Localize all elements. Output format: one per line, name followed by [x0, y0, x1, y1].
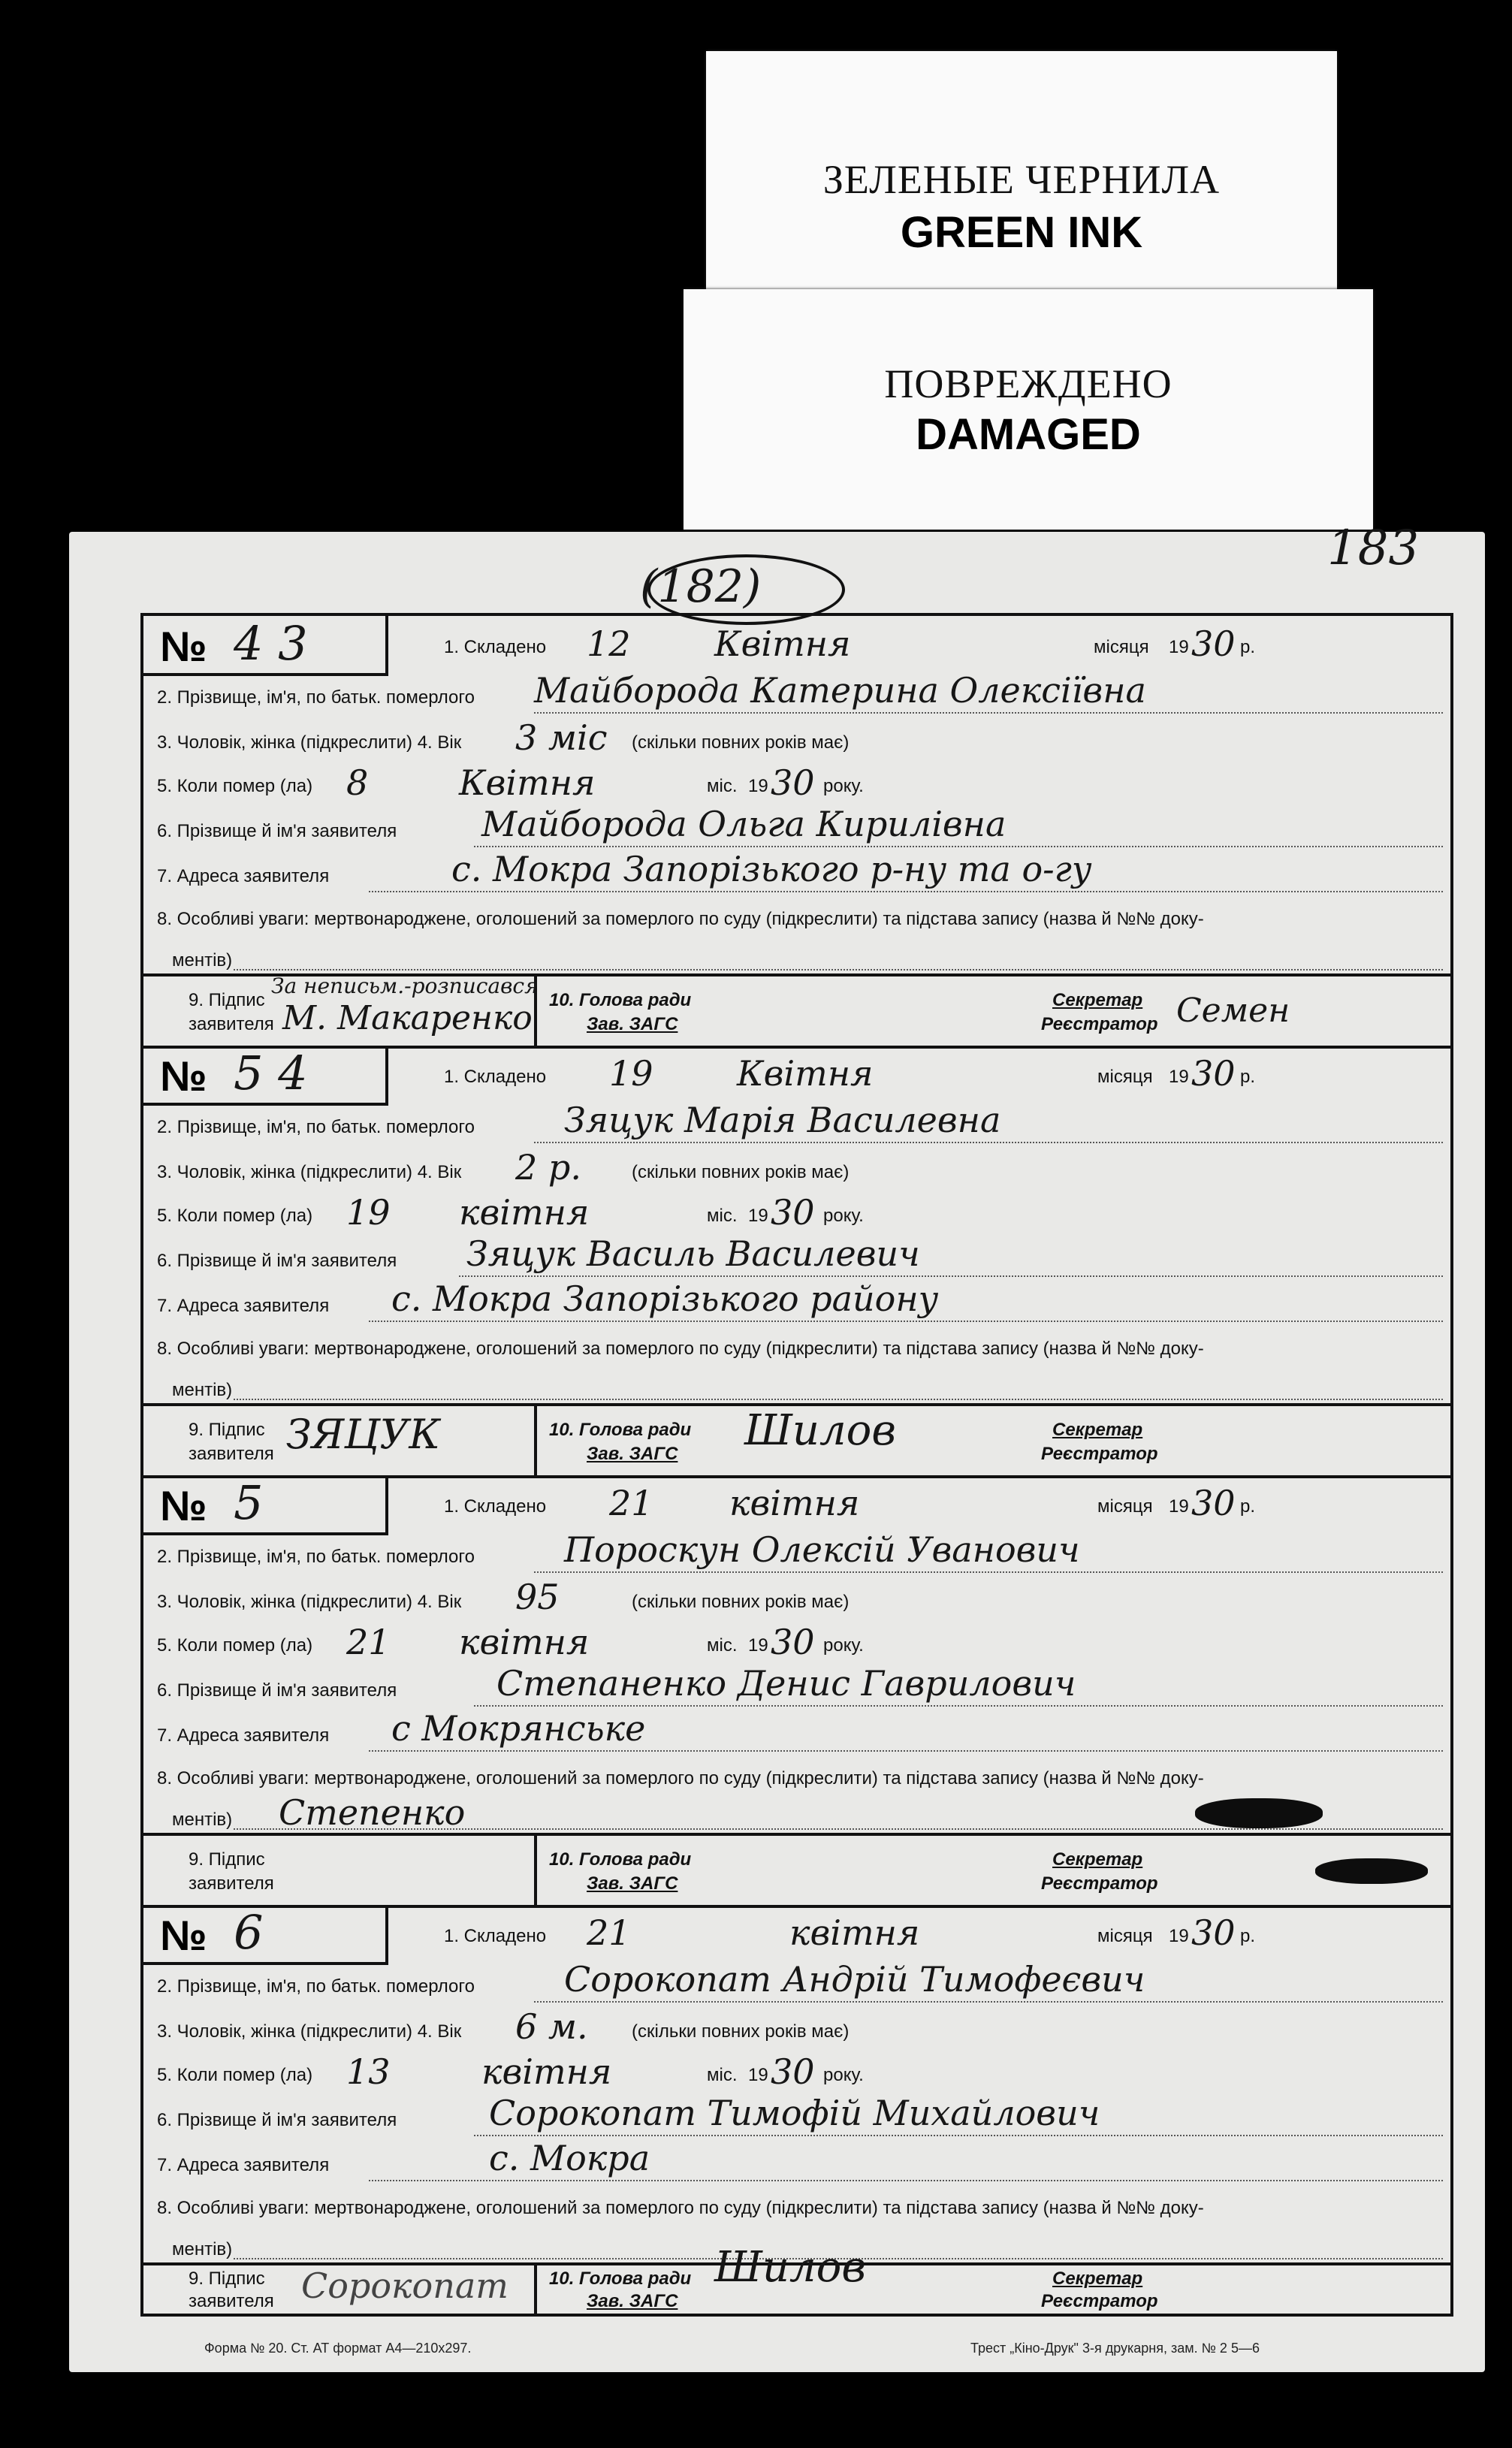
- zags-label: Зав. ЗАГС: [587, 1014, 678, 1034]
- notes-cont-label: ментів): [172, 950, 233, 970]
- deceased-name: Сорокопат Андрій Тимофеєвич: [564, 1959, 1145, 2000]
- deceased-age: 95: [515, 1577, 560, 1617]
- sex-age-label: 3. Чоловік, жінка (підкреслити) 4. Вік: [157, 1592, 462, 1612]
- applicant-addr-label: 7. Адреса заявителя: [157, 2155, 330, 2175]
- death-day: 19: [346, 1192, 391, 1233]
- death-month: Квітня: [459, 762, 596, 803]
- applicant-name-label: 6. Прізвище й ім'я заявителя: [157, 821, 397, 841]
- dotted-line: [474, 2135, 1443, 2136]
- notes-cont-label: ментів): [172, 1810, 233, 1830]
- signature-row: [143, 973, 1450, 1049]
- secretary-label: Секретар: [1052, 990, 1143, 1010]
- applicant-addr-label: 7. Адреса заявителя: [157, 1296, 330, 1316]
- applicant-address: с. Мокра Запорізького р-ну та о-гу: [451, 849, 1092, 889]
- year-prefix: 19: [1169, 1067, 1189, 1087]
- head-label: 10. Голова ради: [549, 2268, 692, 2289]
- month-label: місяця: [1097, 1496, 1153, 1517]
- compiled-day: 19: [609, 1053, 653, 1094]
- record-number-box: [143, 616, 388, 676]
- registrar-label: Реєстратор: [1041, 1873, 1158, 1894]
- year-prefix: 19: [748, 1635, 768, 1656]
- when-died-label: 5. Коли помер (ла): [157, 2065, 313, 2085]
- sign-label: 9. Підпис: [189, 990, 265, 1010]
- deceased-age: 3 міс: [515, 717, 608, 758]
- death-year: 30: [771, 1192, 815, 1233]
- record-2: [143, 1046, 1450, 1478]
- damaged-ru: ПОВРЕЖДЕНО: [884, 361, 1172, 406]
- applicant-signature: ЗЯЦУК: [286, 1411, 441, 1458]
- head-signature: Шилов: [714, 2243, 866, 2292]
- record-1: [143, 616, 1450, 1049]
- mis-label: міс.: [707, 1206, 738, 1226]
- dotted-line: [234, 1828, 1443, 1830]
- surname-label: 2. Прізвище, ім'я, по батьк. померлого: [157, 1976, 475, 1997]
- dotted-line: [534, 712, 1443, 714]
- applicant-address: с. Мокра Запорізького району: [391, 1278, 939, 1319]
- applicant-name: Зяцук Василь Василевич: [466, 1233, 920, 1274]
- death-record-sheet: [69, 521, 1485, 2372]
- deceased-age: 2 р.: [515, 1147, 581, 1188]
- secretary-label: Секретар: [1052, 2268, 1143, 2289]
- compiled-label: 1. Складено: [444, 1067, 547, 1087]
- sign-label: 9. Підпис: [189, 2268, 265, 2289]
- sex-age-label: 3. Чоловік, жінка (підкреслити) 4. Вік: [157, 732, 462, 753]
- dotted-line: [474, 1705, 1443, 1707]
- year-prefix: 19: [1169, 1496, 1189, 1517]
- number-sign: №: [160, 623, 207, 670]
- year-prefix: 19: [748, 1206, 768, 1226]
- notes-cont-label: ментів): [172, 1380, 233, 1400]
- secretary-label: Секретар: [1052, 1420, 1143, 1440]
- head-label: 10. Голова ради: [549, 990, 692, 1010]
- record-number-box: [143, 1905, 388, 1965]
- year-prefix: 19: [1169, 637, 1189, 657]
- compiled-month: квітня: [789, 1912, 920, 1953]
- death-day: 8: [346, 762, 369, 803]
- compiled-year: 30: [1191, 1053, 1236, 1094]
- head-label: 10. Голова ради: [549, 1849, 692, 1870]
- dotted-line: [369, 891, 1443, 892]
- applicant-name: Сорокопат Тимофій Михайлович: [489, 2093, 1100, 2133]
- when-died-label: 5. Коли помер (ла): [157, 776, 313, 796]
- applicant-address: с. Мокра: [489, 2138, 650, 2178]
- registrar-label: Реєстратор: [1041, 1014, 1158, 1034]
- record-number: 5 4: [234, 1046, 308, 1100]
- year-prefix: 19: [748, 2065, 768, 2085]
- head-label: 10. Голова ради: [549, 1420, 692, 1440]
- year-prefix: 19: [1169, 1926, 1189, 1946]
- surname-label: 2. Прізвище, ім'я, по батьк. померлого: [157, 1117, 475, 1137]
- applicant-name-label: 6. Прізвище й ім'я заявителя: [157, 2110, 397, 2130]
- sex-age-label: 3. Чоловік, жінка (підкреслити) 4. Вік: [157, 1162, 462, 1182]
- death-day: 21: [346, 1622, 391, 1662]
- form-footer-left: Форма № 20. Ст. АТ формат А4—210х297.: [204, 2341, 472, 2356]
- dotted-line: [234, 969, 1443, 970]
- form-frame: [140, 613, 1453, 2317]
- applicant-addr-label: 7. Адреса заявителя: [157, 1725, 330, 1746]
- notes-label: 8. Особливі уваги: мертвонароджене, оголошений за померлого по суду (підкреслити) та підстава запису (назва й №№ доку-: [157, 1768, 1204, 1788]
- record-number: 5: [234, 1475, 264, 1530]
- applicant-addr-label: 7. Адреса заявителя: [157, 866, 330, 886]
- month-label: місяця: [1097, 1067, 1153, 1087]
- applicant-name-label: 6. Прізвище й ім'я заявителя: [157, 1680, 397, 1701]
- compiled-day: 21: [609, 1483, 653, 1523]
- full-years-label: (скільки повних років має): [632, 1592, 850, 1612]
- surname-label: 2. Прізвище, ім'я, по батьк. померлого: [157, 687, 475, 708]
- sign-note: За неписьм.-розписався: [271, 973, 539, 998]
- green-ink-label: [706, 51, 1337, 299]
- record-4: [143, 1905, 1450, 2314]
- notes-label: 8. Особливі уваги: мертвонароджене, оголошений за померлого по суду (підкреслити) та підстава запису (назва й №№ доку-: [157, 1339, 1204, 1359]
- notes-cont-label: ментів): [172, 2239, 233, 2259]
- page-number: 183: [1327, 521, 1420, 576]
- compiled-year: 30: [1191, 623, 1236, 664]
- dotted-line: [369, 1321, 1443, 1322]
- year-r: р.: [1240, 1496, 1256, 1517]
- full-years-label: (скільки повних років має): [632, 2021, 850, 2042]
- applicant-signature: Сорокопат: [301, 2265, 509, 2306]
- record-number-box: [143, 1475, 388, 1535]
- notes-label: 8. Особливі уваги: мертвонароджене, оголошений за померлого по суду (підкреслити) та підстава запису (назва й №№ доку-: [157, 2198, 1204, 2218]
- compiled-month: Квітня: [714, 623, 851, 664]
- compiled-year: 30: [1191, 1483, 1236, 1523]
- deceased-name: Пороскун Олексій Уванович: [564, 1529, 1080, 1570]
- green-ink-ru: ЗЕЛЕНЫЕ ЧЕРНИЛА: [822, 157, 1221, 202]
- notes-value: Степенко: [279, 1792, 466, 1833]
- full-years-label: (скільки повних років має): [632, 1162, 850, 1182]
- number-sign: №: [160, 1052, 207, 1100]
- deceased-name: Зяцук Марія Василевна: [564, 1100, 1001, 1140]
- month-label: місяця: [1097, 1926, 1153, 1946]
- dotted-line: [474, 846, 1443, 847]
- compiled-month: квітня: [729, 1483, 860, 1523]
- archive-number: (182): [640, 560, 762, 613]
- sign-label: 9. Підпис: [189, 1849, 265, 1870]
- compiled-label: 1. Складено: [444, 1926, 547, 1946]
- record-number: 6: [234, 1905, 264, 1960]
- dotted-line: [459, 1275, 1443, 1277]
- compiled-label: 1. Складено: [444, 1496, 547, 1517]
- notes-label: 8. Особливі уваги: мертвонароджене, оголошений за померлого по суду (підкреслити) та підстава запису (назва й №№ доку-: [157, 909, 1204, 929]
- compiled-month: Квітня: [737, 1053, 874, 1094]
- roku-label: року.: [823, 2065, 864, 2085]
- applicant-address: с Мокрянське: [391, 1708, 646, 1749]
- death-day: 13: [346, 2051, 391, 2092]
- year-r: р.: [1240, 1926, 1256, 1946]
- number-sign: №: [160, 1912, 207, 1959]
- registrar-label: Реєстратор: [1041, 1444, 1158, 1464]
- ink-blot: [1315, 1858, 1428, 1884]
- applicant-signature: М. Макаренко: [282, 999, 533, 1037]
- deceased-name: Майборода Катерина Олексіївна: [534, 670, 1146, 711]
- signature-row: [143, 1403, 1450, 1478]
- compiled-day: 12: [587, 623, 631, 664]
- when-died-label: 5. Коли помер (ла): [157, 1635, 313, 1656]
- zags-label: Зав. ЗАГС: [587, 1873, 678, 1894]
- when-died-label: 5. Коли помер (ла): [157, 1206, 313, 1226]
- roku-label: року.: [823, 1635, 864, 1656]
- mis-label: міс.: [707, 2065, 738, 2085]
- compiled-year: 30: [1191, 1912, 1236, 1953]
- death-year: 30: [771, 762, 815, 803]
- sign-label-2: заявителя: [189, 1444, 274, 1464]
- dotted-line: [534, 2001, 1443, 2003]
- dotted-line: [534, 1571, 1443, 1573]
- mis-label: міс.: [707, 776, 738, 796]
- zags-label: Зав. ЗАГС: [587, 1444, 678, 1464]
- registrar-label: Реєстратор: [1041, 2291, 1158, 2311]
- mis-label: міс.: [707, 1635, 738, 1656]
- zags-label: Зав. ЗАГС: [587, 2291, 678, 2311]
- sign-label-2: заявителя: [189, 2291, 274, 2311]
- record-3: [143, 1475, 1450, 1908]
- sign-label-2: заявителя: [189, 1014, 274, 1034]
- death-month: квітня: [459, 1622, 590, 1662]
- dotted-line: [234, 1399, 1443, 1400]
- form-footer-right: Трест „Кіно-Друк" 3-я друкарня, зам. № 2 5—6: [970, 2341, 1260, 2356]
- full-years-label: (скільки повних років має): [632, 732, 850, 753]
- dotted-line: [369, 1750, 1443, 1752]
- applicant-name-label: 6. Прізвище й ім'я заявителя: [157, 1251, 397, 1271]
- signature-row: [143, 1833, 1450, 1908]
- head-signature: Шилов: [744, 1406, 896, 1455]
- secretary-label: Секретар: [1052, 1849, 1143, 1870]
- death-year: 30: [771, 1622, 815, 1662]
- number-sign: №: [160, 1482, 207, 1529]
- green-ink-en: GREEN INK: [900, 208, 1143, 257]
- sex-age-label: 3. Чоловік, жінка (підкреслити) 4. Вік: [157, 2021, 462, 2042]
- dotted-line: [534, 1142, 1443, 1143]
- month-label: місяця: [1094, 637, 1149, 657]
- sign-label-2: заявителя: [189, 1873, 274, 1894]
- year-r: р.: [1240, 637, 1256, 657]
- damaged-label: [684, 289, 1373, 530]
- applicant-name: Майборода Ольга Кирилівна: [481, 804, 1006, 844]
- record-number-box: [143, 1046, 388, 1106]
- compiled-label: 1. Складено: [444, 637, 547, 657]
- death-month: квітня: [481, 2051, 612, 2092]
- dotted-line: [369, 2180, 1443, 2181]
- ink-blot: [1195, 1798, 1323, 1828]
- damaged-en: DAMAGED: [916, 410, 1141, 459]
- applicant-name: Степаненко Денис Гаврилович: [496, 1663, 1076, 1704]
- surname-label: 2. Прізвище, ім'я, по батьк. померлого: [157, 1547, 475, 1567]
- sign-label: 9. Підпис: [189, 1420, 265, 1440]
- secretary-signature: Семен: [1176, 992, 1290, 1030]
- death-year: 30: [771, 2051, 815, 2092]
- deceased-age: 6 м.: [515, 2006, 588, 2047]
- roku-label: року.: [823, 776, 864, 796]
- year-prefix: 19: [748, 776, 768, 796]
- compiled-day: 21: [587, 1912, 631, 1953]
- roku-label: року.: [823, 1206, 864, 1226]
- record-number: 4 3: [234, 616, 308, 671]
- year-r: р.: [1240, 1067, 1256, 1087]
- death-month: квітня: [459, 1192, 590, 1233]
